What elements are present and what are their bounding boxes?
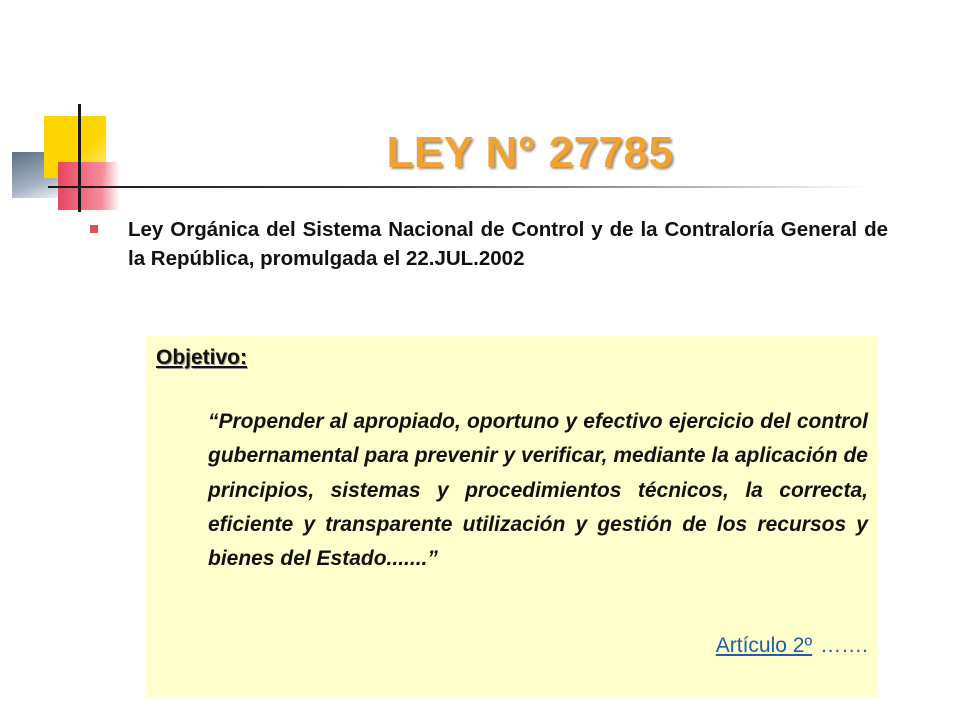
objective-label: Objetivo:: [156, 346, 248, 369]
article-link[interactable]: Artículo 2º: [715, 634, 813, 657]
objective-box: [146, 336, 878, 698]
title-underline-rule: [48, 186, 868, 188]
decorative-vertical-line: [78, 104, 81, 212]
objective-quote: “Propender al apropiado, oportuno y efectivo ejercicio del control gubernamental para prevenir y verificar, mediante la aplicación de principios, sistemas y procedimientos técnicos, la correcta, eficiente y transparente utilización y gestión de los recursos y bienes del Estado.......”: [208, 410, 868, 571]
slide-title: LEY N° 27785: [386, 128, 674, 177]
bullet-text: Ley Orgánica del Sistema Nacional de Control y de la Contraloría General de la República, promulgada el 22.JUL.2002: [128, 218, 888, 270]
article-ellipsis: …….: [820, 634, 868, 657]
bullet-square-icon: [90, 225, 98, 233]
article-reference: [716, 634, 868, 658]
